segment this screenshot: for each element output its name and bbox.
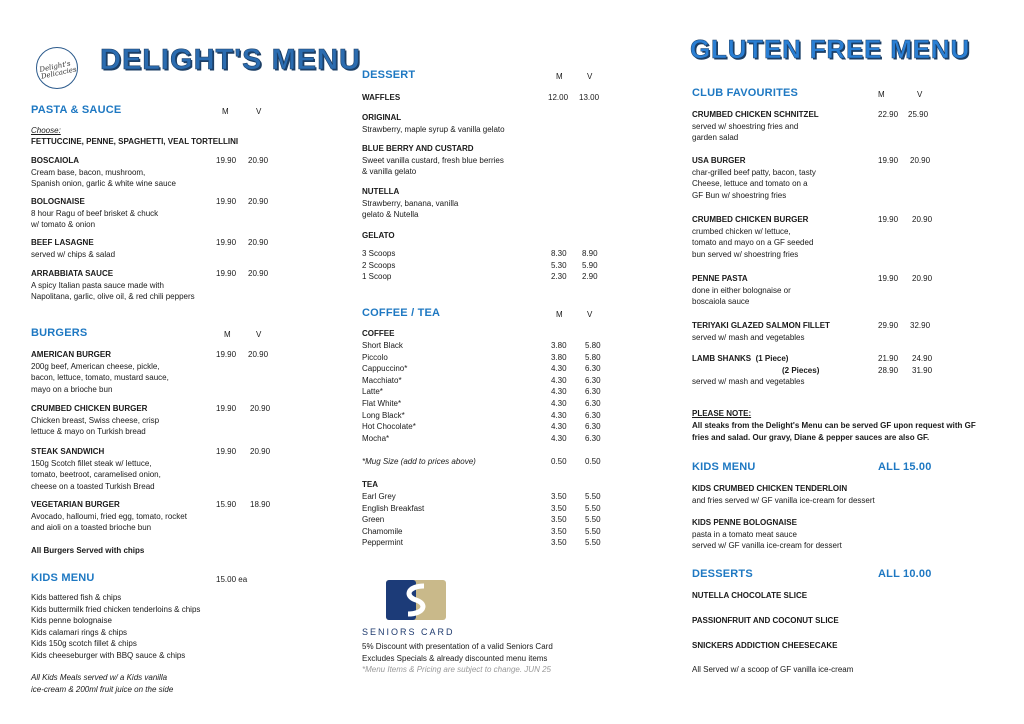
coffee-names xyxy=(362,340,416,444)
desserts-note: All Served w/ a scoop of GF vanilla ice-cream xyxy=(692,665,854,674)
price-v: 20.90 xyxy=(248,197,269,206)
portion-2: (2 Pieces) xyxy=(782,365,820,375)
gelato-label: GELATO xyxy=(362,231,395,240)
menu-item xyxy=(692,517,842,552)
menu-item xyxy=(362,143,504,178)
menu-item xyxy=(31,349,169,395)
price-m: 22.90 xyxy=(878,110,899,119)
waffles-label: WAFFLES xyxy=(362,93,401,102)
menu-item xyxy=(31,155,176,190)
tea-label: TEA xyxy=(362,480,378,489)
logo xyxy=(36,47,78,89)
please-note-label: PLEASE NOTE: xyxy=(692,409,752,418)
price-m: 3.80 xyxy=(551,341,567,350)
please-note-text xyxy=(692,420,976,443)
price-m: 8.30 xyxy=(551,249,567,258)
price-v: 20.90 xyxy=(250,404,271,413)
page-title-delights-menu: DELIGHT'S MENU xyxy=(100,44,361,76)
item-desc: 8 hour Ragu of beef brisket & chuck xyxy=(31,208,159,218)
item-name: TERIYAKI GLAZED SALMON FILLET xyxy=(692,321,830,330)
price-v: 8.90 xyxy=(582,249,598,258)
menu-item xyxy=(692,155,816,201)
list-item: Kids battered fish & chips xyxy=(31,593,122,602)
price-v: 5.80 xyxy=(585,352,601,362)
menu-item xyxy=(31,268,195,303)
kids-list xyxy=(31,592,200,662)
price-v: 5.50 xyxy=(585,503,601,513)
item-desc: Cheese, lettuce and tomato on a xyxy=(692,179,808,189)
price-m: 3.80 xyxy=(551,352,567,362)
menu-item xyxy=(692,109,819,144)
price-m: 3.50 xyxy=(551,526,567,536)
m-header: M xyxy=(222,107,229,116)
coffee-m xyxy=(551,340,567,444)
item-name: CRUMBED CHICKEN BURGER xyxy=(692,215,809,224)
mug-size-note: *Mug Size (add to prices above) xyxy=(362,457,476,466)
price-v: 32.90 xyxy=(910,321,931,330)
pasta-types: FETTUCCINE, PENNE, SPAGHETTI, VEAL TORTELLINI xyxy=(31,137,239,146)
price-m: 3.50 xyxy=(551,538,567,548)
item-name: VEGETARIAN BURGER xyxy=(31,500,120,509)
item-desc: Avocado, halloumi, fried egg, tomato, rocket xyxy=(31,511,187,521)
item-desc: char-grilled beef patty, bacon, tasty xyxy=(692,167,816,177)
item-desc: gelato & Nutella xyxy=(362,210,419,220)
item-desc: tomato, beetroot, caramelised onion, xyxy=(31,470,161,480)
menu-item xyxy=(692,214,813,260)
menu-item xyxy=(31,499,187,534)
price-v: 2.90 xyxy=(582,272,598,282)
item-desc: GF Bun w/ shoestring fries xyxy=(692,190,787,200)
price-m: 4.30 xyxy=(551,364,567,374)
item-desc: garden salad xyxy=(692,133,739,143)
price-m: 3.50 xyxy=(551,503,567,513)
item-desc: and fries served w/ GF vanilla ice-cream for dessert xyxy=(692,495,875,505)
price-v: 5.50 xyxy=(585,492,601,501)
price-m: 4.30 xyxy=(551,410,567,420)
menu-item xyxy=(31,403,159,438)
item-desc: bun served w/ shoestring fries xyxy=(692,249,799,259)
v-header: V xyxy=(587,72,593,81)
item-desc: Chicken breast, Swiss cheese, crisp xyxy=(31,415,160,425)
m-header: M xyxy=(556,310,563,319)
price-m: 19.90 xyxy=(878,274,899,283)
price-m: 19.90 xyxy=(216,404,237,413)
item-desc: served w/ shoestring fries and xyxy=(692,121,799,131)
burgers-note: All Burgers Served with chips xyxy=(31,546,145,555)
item-desc: served w/ GF vanilla ice-cream for dessert xyxy=(692,541,842,551)
note-line: All Kids Meals served w/ a Kids vanilla xyxy=(31,673,168,682)
price-m: 4.30 xyxy=(551,398,567,408)
logo-text: Delight's Delicacies xyxy=(38,59,78,81)
price-v: 20.90 xyxy=(250,447,271,456)
m-header: M xyxy=(556,72,563,81)
menu-item-lamb-shanks xyxy=(692,353,819,388)
item-desc: Cream base, bacon, mushroom, xyxy=(31,167,146,177)
item-desc: crumbed chicken w/ lettuce, xyxy=(692,226,791,236)
v-header: V xyxy=(256,107,262,116)
list-item: Kids buttermilk fried chicken tenderloins & chips xyxy=(31,604,201,614)
price-m: 19.90 xyxy=(878,156,899,165)
list-item: Kids cheeseburger with BBQ sauce & chips xyxy=(31,650,186,660)
gelato-names xyxy=(362,248,395,283)
price-v: 20.90 xyxy=(248,238,269,247)
table-row: 3 Scoops xyxy=(362,249,396,258)
coffee-v xyxy=(585,340,601,444)
fine-print: *Menu Items & Pricing are subject to change. JUN 25 xyxy=(362,665,551,675)
menu-item xyxy=(692,483,875,506)
kids-price: 15.00 ea xyxy=(216,575,248,584)
item-name: BOLOGNAISE xyxy=(31,197,85,206)
menu-item xyxy=(692,320,830,343)
price-m: 4.30 xyxy=(551,433,567,443)
price-v: 24.90 xyxy=(912,354,933,363)
page-title-gluten-free: GLUTEN FREE MENU xyxy=(690,34,971,64)
note-line: All steaks from the Delight's Menu can be served GF upon request with GF xyxy=(692,421,976,430)
list-item: SNICKERS ADDICTION CHEESECAKE xyxy=(692,641,838,650)
price-m: 4.30 xyxy=(551,422,567,432)
m-header: M xyxy=(224,330,231,339)
price-m: 19.90 xyxy=(878,215,899,224)
list-item: Kids 150g scotch fillet & chips xyxy=(31,639,137,649)
price-v: 20.90 xyxy=(248,350,269,359)
item-desc: 150g Scotch fillet steak w/ lettuce, xyxy=(31,458,152,468)
item-desc: served w/ mash and vegetables xyxy=(692,377,805,387)
price-m: 15.90 xyxy=(216,500,237,509)
item-name: LAMB SHANKS xyxy=(692,354,752,363)
seniors-card-logo xyxy=(386,580,446,620)
item-desc: & vanilla gelato xyxy=(362,167,417,177)
price-v: 5.80 xyxy=(585,341,601,350)
price-m: 21.90 xyxy=(878,354,899,363)
price-m: 2.30 xyxy=(551,272,567,282)
item-desc: pasta in a tomato meat sauce xyxy=(692,529,797,539)
price-v: 20.90 xyxy=(910,156,931,165)
price-v: 6.30 xyxy=(585,364,601,374)
burgers-heading: BURGERS xyxy=(31,327,88,339)
item-name: BLUE BERRY AND CUSTARD xyxy=(362,144,474,153)
menu-item xyxy=(692,273,791,308)
table-row: Short Black xyxy=(362,341,403,350)
price-m: 5.30 xyxy=(551,260,567,270)
item-name: KIDS PENNE BOLOGNAISE xyxy=(692,518,797,527)
price-m: 4.30 xyxy=(551,375,567,385)
tea-names xyxy=(362,491,424,549)
table-row: Latte* xyxy=(362,387,383,397)
item-desc: Strawberry, banana, vanilla xyxy=(362,198,459,208)
list-item: Kids calamari rings & chips xyxy=(31,627,128,637)
item-desc: served w/ mash and vegetables xyxy=(692,332,805,342)
table-row: 2 Scoops xyxy=(362,260,396,270)
gelato-v xyxy=(582,248,598,283)
price-m: 12.00 xyxy=(548,93,569,102)
item-desc: and aioli on a toasted brioche bun xyxy=(31,523,152,533)
table-row: Piccolo xyxy=(362,352,388,362)
club-heading: CLUB FAVOURITES xyxy=(692,87,799,99)
item-desc: cheese on a toasted Turkish Bread xyxy=(31,481,155,491)
item-desc: mayo on a brioche bun xyxy=(31,384,113,394)
item-name: STEAK SANDWICH xyxy=(31,447,105,456)
price-m: 19.90 xyxy=(216,350,237,359)
price-v: 6.30 xyxy=(585,398,601,408)
price-v: 6.30 xyxy=(585,433,601,443)
table-row: Cappuccino* xyxy=(362,364,408,374)
price-v: 25.90 xyxy=(908,110,929,119)
item-desc: Sweet vanilla custard, fresh blue berries xyxy=(362,155,504,165)
price-m: 19.90 xyxy=(216,238,237,247)
item-name: CRUMBED CHICKEN BURGER xyxy=(31,404,148,413)
price-v: 31.90 xyxy=(912,366,933,375)
price-m: 19.90 xyxy=(216,447,237,456)
price-v: 18.90 xyxy=(250,500,271,509)
price-v: 20.90 xyxy=(912,274,933,283)
price-m: 3.50 xyxy=(551,515,567,525)
item-desc: Strawberry, maple syrup & vanilla gelato xyxy=(362,124,505,134)
seniors-info xyxy=(362,641,553,676)
price-m: 19.90 xyxy=(216,156,237,165)
item-name: USA BURGER xyxy=(692,156,746,165)
price-v: 5.50 xyxy=(585,538,601,548)
table-row: Peppermint xyxy=(362,538,403,548)
table-row: Earl Grey xyxy=(362,492,396,501)
dessert-heading: DESSERT xyxy=(362,69,416,81)
price-m: 28.90 xyxy=(878,366,899,375)
gf-desserts-price: ALL 10.00 xyxy=(878,568,932,580)
coffee-label: COFFEE xyxy=(362,329,395,338)
table-row: Chamomile xyxy=(362,526,403,536)
table-row: 1 Scoop xyxy=(362,272,392,282)
tea-v xyxy=(585,491,601,549)
price-m: 29.90 xyxy=(878,321,899,330)
item-desc: w/ tomato & onion xyxy=(31,220,96,230)
price-v: 6.30 xyxy=(585,375,601,385)
gf-desserts-heading: DESSERTS xyxy=(692,568,753,580)
v-header: V xyxy=(587,310,593,319)
menu-item xyxy=(31,196,158,231)
table-row: Macchiato* xyxy=(362,375,402,385)
pasta-heading: PASTA & SAUCE xyxy=(31,104,122,116)
price-m: 19.90 xyxy=(216,197,237,206)
price-v: 5.50 xyxy=(585,515,601,525)
item-name: BEEF LASAGNE xyxy=(31,238,94,247)
price-m: 3.50 xyxy=(551,492,567,501)
item-desc: done in either bolognaise or xyxy=(692,285,791,295)
list-item: NUTELLA CHOCOLATE SLICE xyxy=(692,591,808,600)
price-v: 5.50 xyxy=(585,526,601,536)
item-name: BOSCAIOLA xyxy=(31,156,79,165)
gf-kids-heading: KIDS MENU xyxy=(692,461,756,473)
item-name: ARRABBIATA SAUCE xyxy=(31,269,114,278)
table-row: Hot Chocolate* xyxy=(362,422,416,432)
price-m: 19.90 xyxy=(216,269,237,278)
info-line: Excludes Specials & already discounted menu items xyxy=(362,653,548,663)
menu-item xyxy=(31,446,161,492)
note-line: fries and salad. Our gravy, Diane & pepper sauces are also GF. xyxy=(692,432,930,442)
item-name: NUTELLA xyxy=(362,187,400,196)
tea-m xyxy=(551,491,567,549)
item-name: AMERICAN BURGER xyxy=(31,350,111,359)
gelato-m xyxy=(551,248,567,283)
item-name: CRUMBED CHICKEN SCHNITZEL xyxy=(692,110,819,119)
kids-note xyxy=(31,672,173,695)
m-header: M xyxy=(878,90,885,99)
menu-item xyxy=(31,237,115,260)
kids-heading: KIDS MENU xyxy=(31,572,95,584)
v-header: V xyxy=(256,330,262,339)
item-name: KIDS CRUMBED CHICKEN TENDERLOIN xyxy=(692,484,848,493)
menu-item xyxy=(362,112,505,135)
item-desc: Napolitana, garlic, olive oil, & red chili peppers xyxy=(31,292,195,302)
table-row: Long Black* xyxy=(362,410,405,420)
item-desc: A spicy Italian pasta sauce made with xyxy=(31,280,164,290)
item-desc: Spanish onion, garlic & white wine sauce xyxy=(31,179,176,189)
item-desc: boscaiola sauce xyxy=(692,297,750,307)
v-header: V xyxy=(917,90,923,99)
note-line: ice-cream & 200ml fruit juice on the side xyxy=(31,684,174,694)
gf-kids-price: ALL 15.00 xyxy=(878,461,932,473)
item-name: ORIGINAL xyxy=(362,113,402,122)
item-name: PENNE PASTA xyxy=(692,274,748,283)
price-v: 6.30 xyxy=(585,387,601,397)
list-item: PASSIONFRUIT AND COCONUT SLICE xyxy=(692,616,839,625)
table-row: Green xyxy=(362,515,385,525)
price-v: 13.00 xyxy=(579,93,600,102)
price-v: 20.90 xyxy=(248,269,269,278)
item-desc: tomato and mayo on a GF seeded xyxy=(692,238,814,248)
price-m: 0.50 xyxy=(551,457,567,466)
item-desc: lettuce & mayo on Turkish bread xyxy=(31,427,146,437)
price-v: 20.90 xyxy=(912,215,933,224)
choose-label: Choose: xyxy=(31,126,61,135)
price-m: 4.30 xyxy=(551,387,567,397)
price-v: 6.30 xyxy=(585,422,601,432)
item-desc: 200g beef, American cheese, pickle, xyxy=(31,361,160,371)
table-row: Flat White* xyxy=(362,398,402,408)
price-v: 6.30 xyxy=(585,410,601,420)
item-desc: served w/ chips & salad xyxy=(31,249,116,259)
seniors-card-label: SENIORS CARD xyxy=(362,627,455,637)
table-row: English Breakfast xyxy=(362,503,425,513)
item-desc: bacon, lettuce, tomato, mustard sauce, xyxy=(31,373,169,383)
portion-1: (1 Piece) xyxy=(755,354,789,363)
price-v: 20.90 xyxy=(248,156,269,165)
price-v: 0.50 xyxy=(585,457,601,466)
coffee-heading: COFFEE / TEA xyxy=(362,307,441,319)
menu-item xyxy=(362,186,458,221)
info-line: 5% Discount with presentation of a valid Seniors Card xyxy=(362,642,553,651)
list-item: Kids penne bolognaise xyxy=(31,616,112,626)
price-v: 5.90 xyxy=(582,260,598,270)
table-row: Mocha* xyxy=(362,433,390,443)
